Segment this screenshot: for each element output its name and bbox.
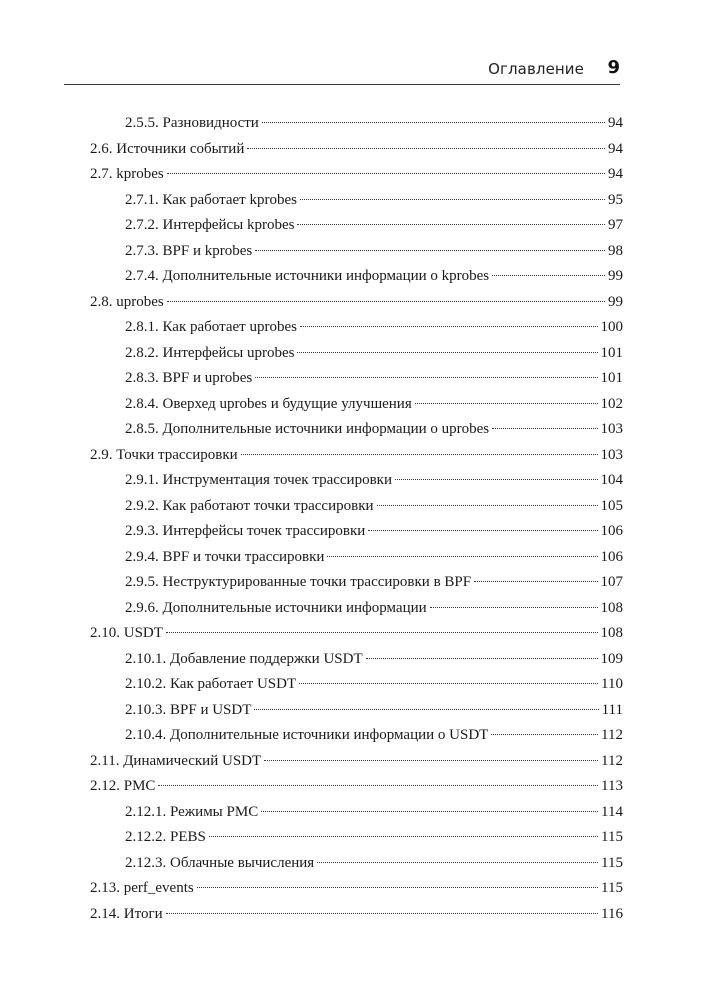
toc-entry-label: 2.5.5. Разновидности xyxy=(125,115,259,131)
toc-entry-label: 2.12.3. Облачные вычисления xyxy=(125,854,315,871)
toc-entry-page-number: 110 xyxy=(601,676,623,692)
toc-entry-label: 2.7.1. Как работает kprobes xyxy=(125,191,297,208)
toc-entry[interactable] xyxy=(90,621,623,647)
dot-leader xyxy=(474,581,597,582)
toc-entry-label: 2.10.3. BPF и USDT xyxy=(125,701,252,718)
toc-entry-page-number: 113 xyxy=(601,778,623,794)
toc-entry-label: 2.9.3. Интерфейсы точек трассировки xyxy=(125,523,366,539)
dot-leader xyxy=(395,479,598,480)
table-of-contents xyxy=(90,111,623,927)
toc-entry-page-number: 112 xyxy=(601,752,623,769)
toc-entry-page-number: 94 xyxy=(608,140,623,157)
toc-entry[interactable] xyxy=(90,876,623,902)
header-title: Оглавление xyxy=(488,60,584,78)
toc-entry-page-number: 115 xyxy=(601,854,623,871)
toc-entry-label: 2.9.6. Дополнительные источники информации xyxy=(125,599,427,616)
toc-entry-label: 2.12. PMC xyxy=(90,778,156,794)
toc-entry-label: 2.8.5. Дополнительные источники информации о uprobes xyxy=(125,421,490,437)
dot-leader xyxy=(167,301,605,302)
toc-entry[interactable] xyxy=(90,596,623,622)
toc-entry-page-number: 108 xyxy=(600,599,623,616)
dot-leader xyxy=(255,377,597,378)
dot-leader xyxy=(430,607,598,608)
dot-leader xyxy=(158,785,598,786)
header-page-number: 9 xyxy=(607,57,620,78)
toc-entry[interactable] xyxy=(90,647,623,673)
toc-entry-label: 2.11. Динамический USDT xyxy=(90,752,262,769)
dot-leader xyxy=(300,326,598,327)
dot-leader xyxy=(166,632,598,633)
toc-entry[interactable] xyxy=(90,494,623,520)
dot-leader xyxy=(415,403,598,404)
toc-entry-page-number: 103 xyxy=(600,421,623,437)
toc-entry-label: 2.7.2. Интерфейсы kprobes xyxy=(125,217,295,233)
toc-entry-page-number: 109 xyxy=(600,650,623,667)
dot-leader xyxy=(366,658,598,659)
toc-entry[interactable] xyxy=(90,290,623,316)
dot-leader xyxy=(264,760,598,761)
toc-entry-label: 2.8.3. BPF и uprobes xyxy=(125,370,253,386)
dot-leader xyxy=(491,734,598,735)
toc-entry-page-number: 114 xyxy=(601,803,623,820)
toc-entry-page-number: 103 xyxy=(600,446,623,463)
toc-entry[interactable] xyxy=(90,723,623,749)
toc-entry[interactable] xyxy=(90,774,623,800)
dot-leader xyxy=(262,122,605,123)
toc-entry-page-number: 94 xyxy=(608,115,623,131)
dot-leader xyxy=(299,683,598,684)
running-header xyxy=(64,48,620,85)
toc-entry-page-number: 105 xyxy=(600,497,623,514)
dot-leader xyxy=(492,428,597,429)
toc-entry-label: 2.9.4. BPF и точки трассировки xyxy=(125,548,325,565)
toc-entry[interactable] xyxy=(90,902,623,928)
toc-entry-label: 2.10.4. Дополнительные источники информации о USDT xyxy=(125,727,489,743)
toc-entry-label: 2.6. Источники событий xyxy=(90,140,245,157)
toc-entry-label: 2.14. Итоги xyxy=(90,905,163,922)
toc-entry-page-number: 98 xyxy=(608,242,623,259)
toc-entry[interactable] xyxy=(90,698,623,724)
dot-leader xyxy=(327,556,597,557)
toc-entry-label: 2.8. uprobes xyxy=(90,293,164,310)
toc-entry-page-number: 111 xyxy=(601,701,623,718)
toc-entry-label: 2.8.1. Как работает uprobes xyxy=(125,319,297,335)
toc-entry-label: 2.9.5. Неструктурированные точки трассировки в BPF xyxy=(125,574,472,590)
toc-entry[interactable] xyxy=(90,111,623,137)
dot-leader xyxy=(241,454,598,455)
toc-entry-label: 2.7. kprobes xyxy=(90,166,164,182)
toc-entry-page-number: 112 xyxy=(601,727,623,743)
toc-entry[interactable] xyxy=(90,825,623,851)
toc-entry[interactable] xyxy=(90,239,623,265)
toc-entry-label: 2.10.1. Добавление поддержки USDT xyxy=(125,650,363,667)
toc-entry-label: 2.9.2. Как работают точки трассировки xyxy=(125,497,374,514)
toc-entry[interactable] xyxy=(90,672,623,698)
dot-leader xyxy=(247,148,605,149)
toc-entry[interactable] xyxy=(90,341,623,367)
dot-leader xyxy=(297,224,605,225)
dot-leader xyxy=(167,173,605,174)
toc-entry[interactable] xyxy=(90,545,623,571)
dot-leader xyxy=(255,250,605,251)
dot-leader xyxy=(254,709,598,710)
toc-entry[interactable] xyxy=(90,188,623,214)
toc-entry-label: 2.9. Точки трассировки xyxy=(90,446,238,463)
toc-entry-page-number: 106 xyxy=(600,523,623,539)
dot-leader xyxy=(368,530,597,531)
toc-entry-label: 2.13. perf_events xyxy=(90,880,194,896)
toc-entry-label: 2.12.1. Режимы PMC xyxy=(125,803,259,820)
dot-leader xyxy=(209,836,598,837)
toc-entry-page-number: 100 xyxy=(600,319,623,335)
toc-entry[interactable] xyxy=(90,315,623,341)
toc-entry-page-number: 101 xyxy=(600,344,623,361)
toc-entry[interactable] xyxy=(90,800,623,826)
toc-entry-page-number: 94 xyxy=(608,166,623,182)
dot-leader xyxy=(261,811,598,812)
toc-entry[interactable] xyxy=(90,264,623,290)
toc-entry-label: 2.9.1. Инструментация точек трассировки xyxy=(125,472,392,488)
toc-entry-page-number: 115 xyxy=(601,880,623,896)
toc-entry[interactable] xyxy=(90,570,623,596)
toc-entry-label: 2.12.2. PEBS xyxy=(125,829,206,845)
toc-entry-page-number: 108 xyxy=(600,625,623,641)
toc-entry-page-number: 115 xyxy=(601,829,623,845)
toc-entry[interactable] xyxy=(90,213,623,239)
toc-entry-label: 2.10.2. Как работает USDT xyxy=(125,676,297,692)
toc-entry[interactable] xyxy=(90,443,623,469)
toc-entry[interactable] xyxy=(90,366,623,392)
dot-leader xyxy=(377,505,598,506)
dot-leader xyxy=(297,352,597,353)
dot-leader xyxy=(197,887,598,888)
toc-entry[interactable] xyxy=(90,417,623,443)
toc-entry-label: 2.10. USDT xyxy=(90,625,163,641)
toc-entry[interactable] xyxy=(90,137,623,163)
toc-entry-page-number: 101 xyxy=(600,370,623,386)
toc-entry-page-number: 102 xyxy=(600,395,623,412)
toc-entry-page-number: 107 xyxy=(600,574,623,590)
toc-entry-page-number: 104 xyxy=(600,472,623,488)
toc-entry[interactable] xyxy=(90,392,623,418)
toc-entry-page-number: 99 xyxy=(608,268,623,284)
toc-entry-page-number: 95 xyxy=(608,191,623,208)
toc-entry[interactable] xyxy=(90,851,623,877)
toc-entry-page-number: 116 xyxy=(601,905,623,922)
toc-entry[interactable] xyxy=(90,162,623,188)
dot-leader xyxy=(317,862,598,863)
toc-entry[interactable] xyxy=(90,749,623,775)
dot-leader xyxy=(300,199,605,200)
toc-entry[interactable] xyxy=(90,468,623,494)
toc-entry-label: 2.8.4. Оверхед uprobes и будущие улучшения xyxy=(125,395,412,412)
toc-entry[interactable] xyxy=(90,519,623,545)
toc-entry-page-number: 99 xyxy=(608,293,623,310)
toc-entry-label: 2.8.2. Интерфейсы uprobes xyxy=(125,344,295,361)
toc-entry-label: 2.7.4. Дополнительные источники информации о kprobes xyxy=(125,268,490,284)
dot-leader xyxy=(166,913,598,914)
toc-entry-page-number: 97 xyxy=(608,217,623,233)
toc-entry-label: 2.7.3. BPF и kprobes xyxy=(125,242,253,259)
dot-leader xyxy=(492,275,605,276)
toc-entry-page-number: 106 xyxy=(600,548,623,565)
